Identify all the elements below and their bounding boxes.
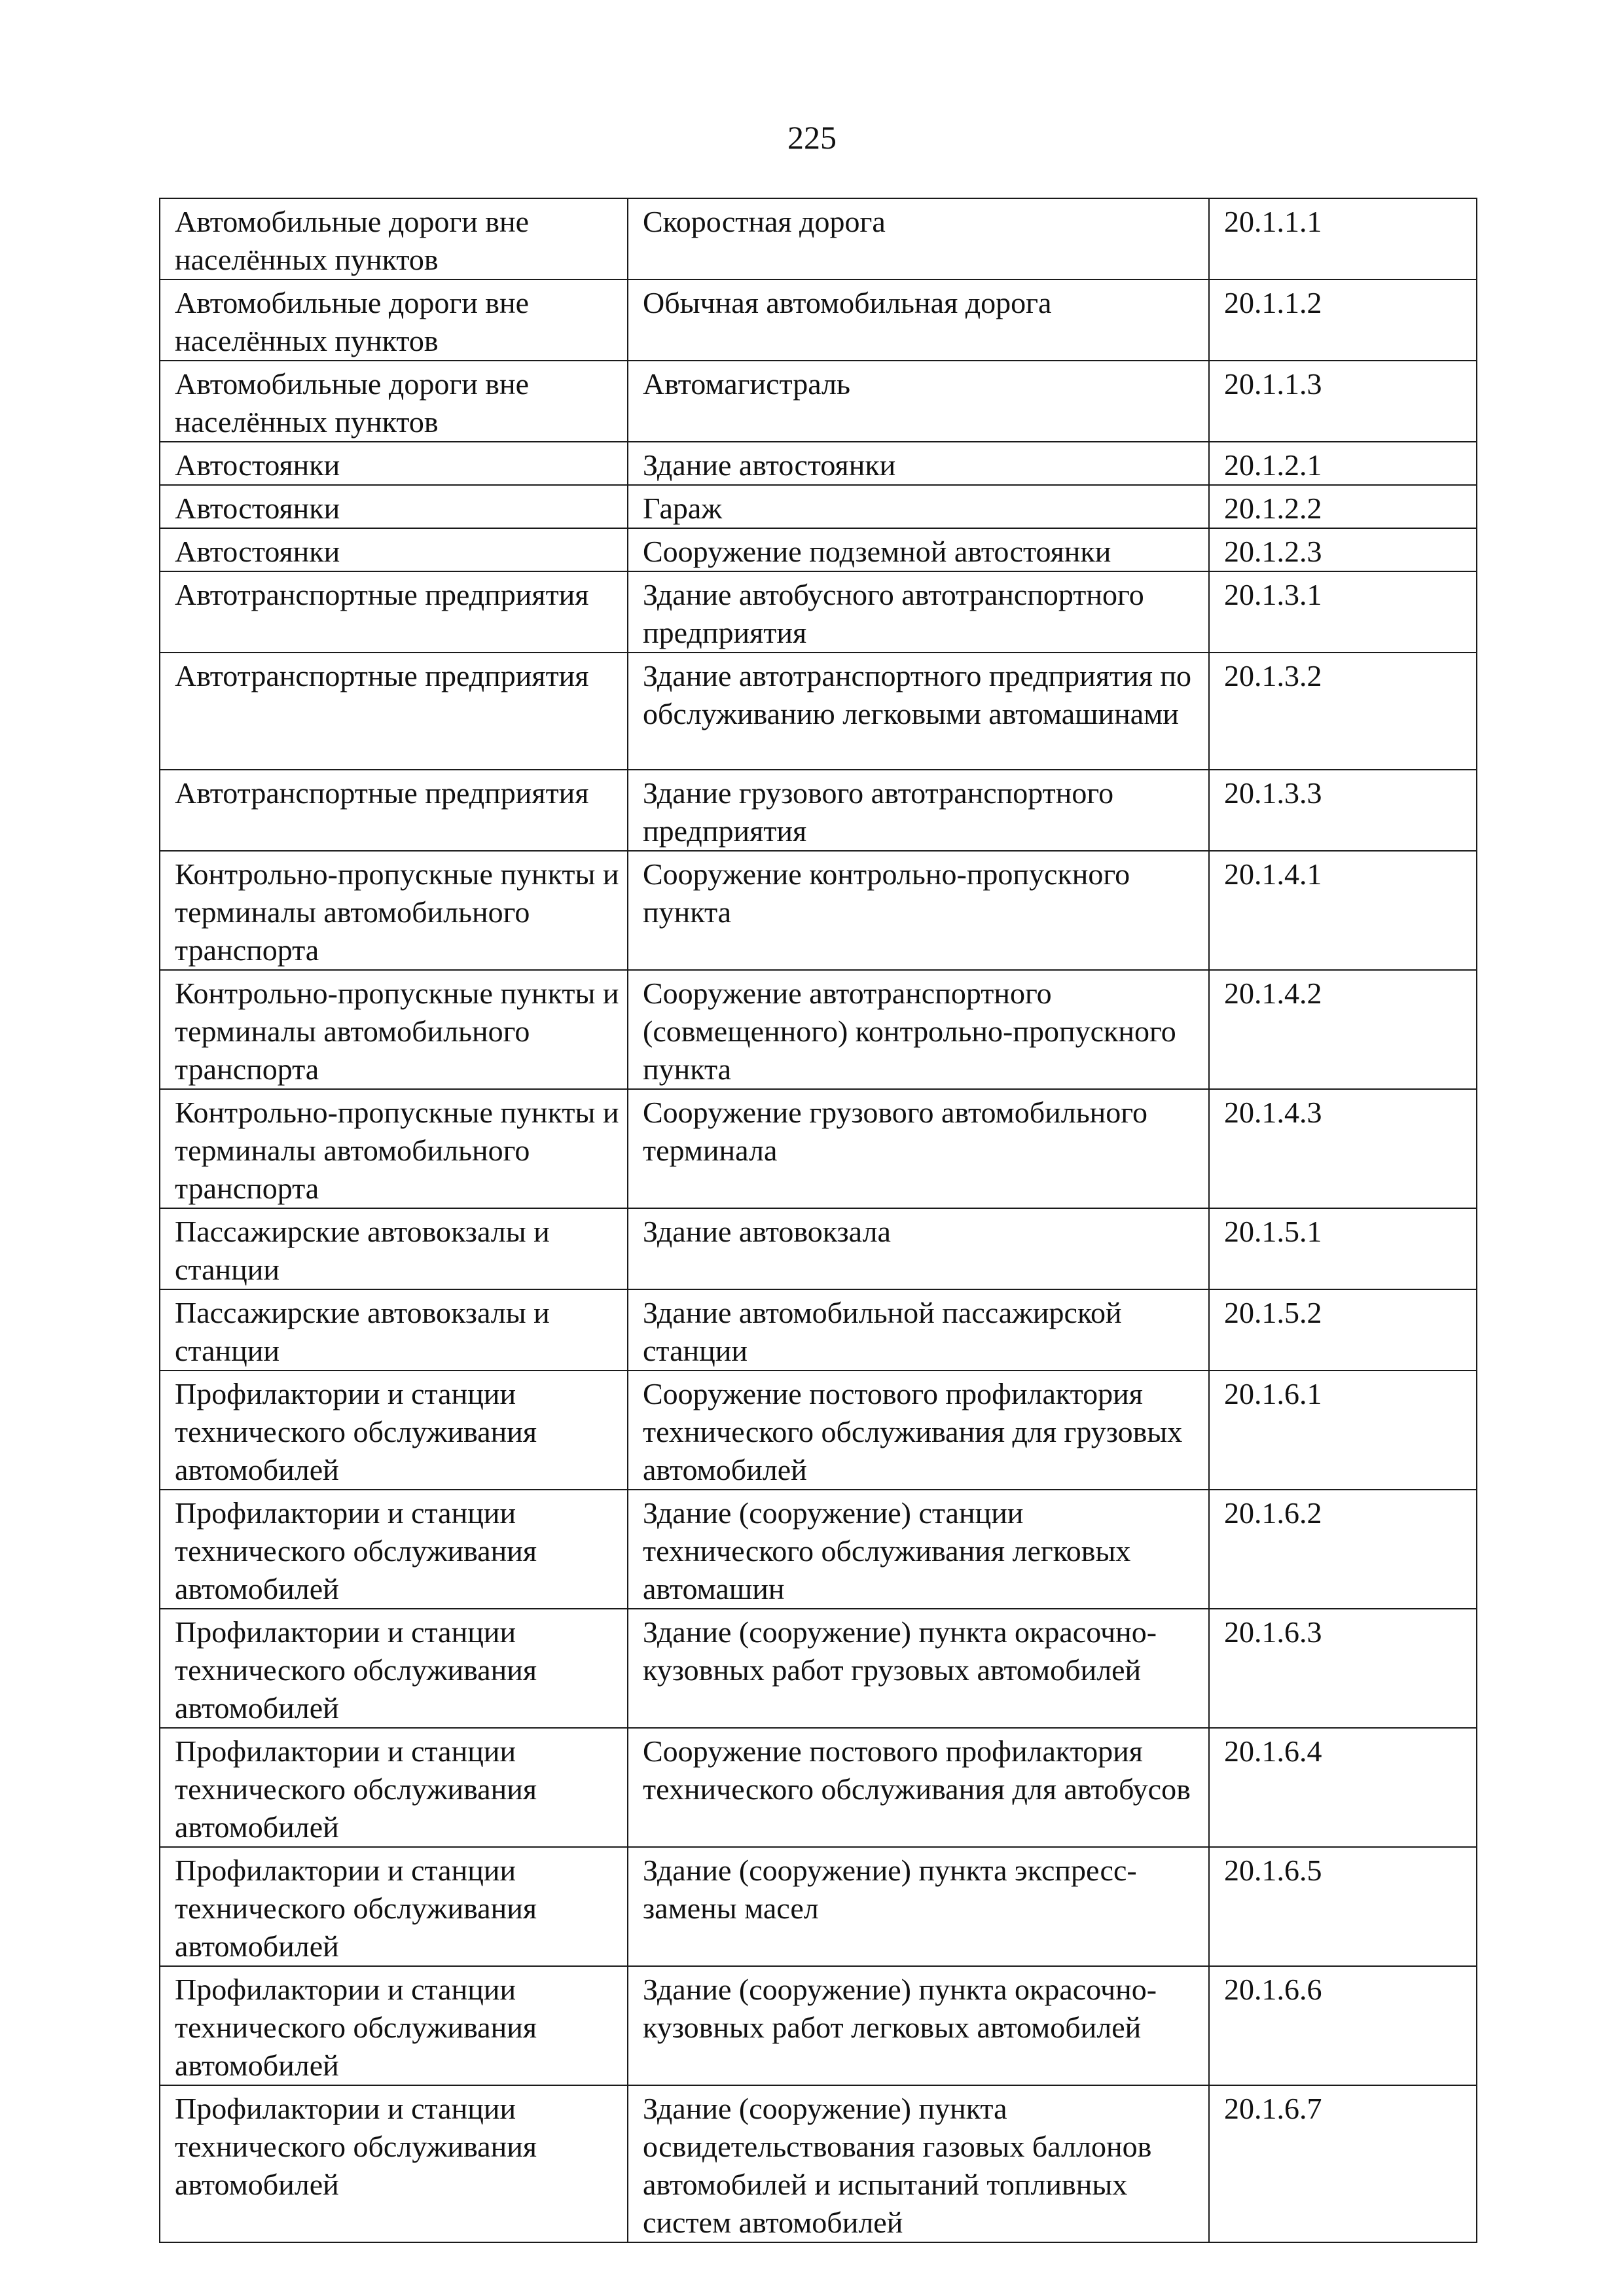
code-cell: 20.1.3.3 xyxy=(1209,770,1477,851)
category-cell: Пассажирские автовокзалы и станции xyxy=(160,1208,628,1289)
object-name-cell: Скоростная дорога xyxy=(628,198,1209,279)
category-cell: Профилактории и станции технического обслуживания автомобилей xyxy=(160,1490,628,1609)
object-name-cell: Сооружение подземной автостоянки xyxy=(628,528,1209,571)
code-cell: 20.1.6.4 xyxy=(1209,1728,1477,1847)
object-name-cell: Здание автостоянки xyxy=(628,442,1209,485)
code-cell: 20.1.6.2 xyxy=(1209,1490,1477,1609)
category-cell: Профилактории и станции технического обслуживания автомобилей xyxy=(160,1371,628,1490)
object-name-cell: Здание автомобильной пассажирской станции xyxy=(628,1289,1209,1371)
code-cell: 20.1.2.3 xyxy=(1209,528,1477,571)
code-cell: 20.1.3.2 xyxy=(1209,653,1477,770)
object-name-cell: Здание (сооружение) пункта освидетельствования газовых баллонов автомобилей и испытаний топливных систем автомобилей xyxy=(628,2085,1209,2242)
table-row xyxy=(160,571,1477,653)
code-cell: 20.1.1.2 xyxy=(1209,279,1477,361)
page-number: 225 xyxy=(787,119,837,156)
table-row xyxy=(160,198,1477,279)
code-cell: 20.1.4.2 xyxy=(1209,970,1477,1089)
table-row xyxy=(160,1089,1477,1208)
category-cell: Контрольно-пропускные пункты и терминалы автомобильного транспорта xyxy=(160,1089,628,1208)
code-cell: 20.1.4.3 xyxy=(1209,1089,1477,1208)
object-name-cell: Здание (сооружение) пункта экспресс-замены масел xyxy=(628,1847,1209,1966)
table-row xyxy=(160,485,1477,528)
object-name-cell: Сооружение автотранспортного (совмещенного) контрольно-пропускного пункта xyxy=(628,970,1209,1089)
table-row xyxy=(160,851,1477,970)
code-cell: 20.1.1.3 xyxy=(1209,361,1477,442)
code-cell: 20.1.6.5 xyxy=(1209,1847,1477,1966)
category-cell: Профилактории и станции технического обслуживания автомобилей xyxy=(160,2085,628,2242)
object-name-cell: Здание (сооружение) пункта окрасочно-кузовных работ легковых автомобилей xyxy=(628,1966,1209,2085)
category-cell: Контрольно-пропускные пункты и терминалы автомобильного транспорта xyxy=(160,851,628,970)
table-row xyxy=(160,1728,1477,1847)
table-row xyxy=(160,279,1477,361)
category-cell: Профилактории и станции технического обслуживания автомобилей xyxy=(160,1966,628,2085)
object-name-cell: Здание (сооружение) пункта окрасочно-кузовных работ грузовых автомобилей xyxy=(628,1609,1209,1728)
table-row xyxy=(160,770,1477,851)
category-cell: Профилактории и станции технического обслуживания автомобилей xyxy=(160,1847,628,1966)
category-cell: Автомобильные дороги вне населённых пунктов xyxy=(160,198,628,279)
table-row xyxy=(160,442,1477,485)
category-cell: Автотранспортные предприятия xyxy=(160,653,628,770)
code-cell: 20.1.4.1 xyxy=(1209,851,1477,970)
code-cell: 20.1.1.1 xyxy=(1209,198,1477,279)
code-cell: 20.1.2.2 xyxy=(1209,485,1477,528)
object-name-cell: Автомагистраль xyxy=(628,361,1209,442)
table-row xyxy=(160,528,1477,571)
code-cell: 20.1.2.1 xyxy=(1209,442,1477,485)
category-cell: Автотранспортные предприятия xyxy=(160,571,628,653)
object-name-cell: Обычная автомобильная дорога xyxy=(628,279,1209,361)
code-cell: 20.1.6.7 xyxy=(1209,2085,1477,2242)
classification-table xyxy=(159,198,1477,2243)
category-cell: Автотранспортные предприятия xyxy=(160,770,628,851)
table-row xyxy=(160,2085,1477,2242)
code-cell: 20.1.3.1 xyxy=(1209,571,1477,653)
table-row xyxy=(160,1371,1477,1490)
category-cell: Автомобильные дороги вне населённых пунктов xyxy=(160,279,628,361)
category-cell: Автомобильные дороги вне населённых пунктов xyxy=(160,361,628,442)
table-row xyxy=(160,1289,1477,1371)
category-cell: Профилактории и станции технического обслуживания автомобилей xyxy=(160,1728,628,1847)
object-name-cell: Сооружение постового профилактория технического обслуживания для автобусов xyxy=(628,1728,1209,1847)
table-row xyxy=(160,1847,1477,1966)
code-cell: 20.1.6.6 xyxy=(1209,1966,1477,2085)
table-row xyxy=(160,361,1477,442)
object-name-cell: Здание автотранспортного предприятия по обслуживанию легковыми автомашинами xyxy=(628,653,1209,770)
object-name-cell: Сооружение контрольно-пропускного пункта xyxy=(628,851,1209,970)
category-cell: Автостоянки xyxy=(160,485,628,528)
category-cell: Пассажирские автовокзалы и станции xyxy=(160,1289,628,1371)
table-row xyxy=(160,970,1477,1089)
code-cell: 20.1.6.3 xyxy=(1209,1609,1477,1728)
category-cell: Автостоянки xyxy=(160,442,628,485)
object-name-cell: Здание автовокзала xyxy=(628,1208,1209,1289)
category-cell: Автостоянки xyxy=(160,528,628,571)
code-cell: 20.1.5.1 xyxy=(1209,1208,1477,1289)
table-row xyxy=(160,1208,1477,1289)
object-name-cell: Сооружение постового профилактория технического обслуживания для грузовых автомобилей xyxy=(628,1371,1209,1490)
table-row xyxy=(160,653,1477,770)
code-cell: 20.1.5.2 xyxy=(1209,1289,1477,1371)
category-cell: Профилактории и станции технического обслуживания автомобилей xyxy=(160,1609,628,1728)
table-row xyxy=(160,1609,1477,1728)
object-name-cell: Сооружение грузового автомобильного терминала xyxy=(628,1089,1209,1208)
object-name-cell: Здание грузового автотранспортного предприятия xyxy=(628,770,1209,851)
table-row xyxy=(160,1490,1477,1609)
code-cell: 20.1.6.1 xyxy=(1209,1371,1477,1490)
category-cell: Контрольно-пропускные пункты и терминалы автомобильного транспорта xyxy=(160,970,628,1089)
table-row xyxy=(160,1966,1477,2085)
object-name-cell: Здание (сооружение) станции технического обслуживания легковых автомашин xyxy=(628,1490,1209,1609)
object-name-cell: Здание автобусного автотранспортного предприятия xyxy=(628,571,1209,653)
object-name-cell: Гараж xyxy=(628,485,1209,528)
